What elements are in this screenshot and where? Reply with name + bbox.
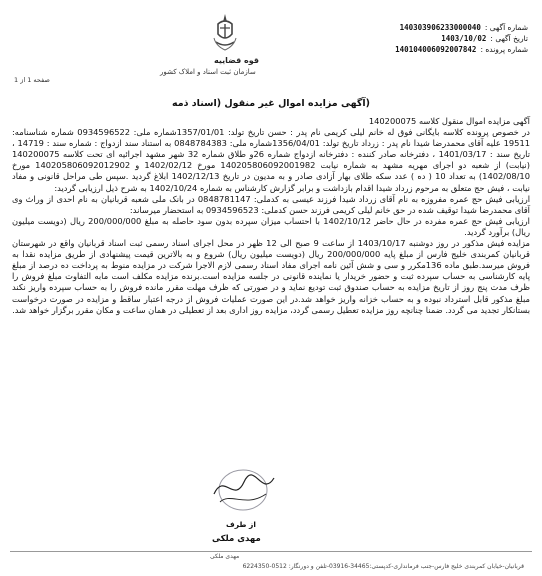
footer-address: قربانیان-خیابان کمربندی خلیج فارس-جنب فرمانداری-کدپستی:34465-03916-تلفن و دورنگار: 0512-6224350 [242, 563, 524, 570]
footer-divider [10, 551, 532, 552]
paragraph: در خصوص پرونده کلاسه بایگانی فوق له خانم لیلی کریمی نام پدر : حسن تاریخ تولد: 1357/01/01شماره ملی: 0934596522 شماره شناسنامه: 19511 علیه آقای محمدرضا شیدا نام پدر : زرداد تاریخ تولد: 1356/04/01شماره ملی: 0848784383 به استناد سند ازدواج : شماره سند : 14719 ، تاریخ سند : 1401/03/17 ، دفترخانه صادر کننده : دفترخانه ازدواج شماره 26و طلاق شماره 32 شهر مشهد اجرائیه ای تحت کلاسه 140200075 (نیابت) از شعبه دو اجرای مهریه مشهد به شماره نیابت 140205806092001982 مورخ 1402/02/12 و 140205806092012902 مورخ 1402/08/10) به تعداد 10 ( ده ) عدد سکه طلای بهار آزادی صادر و به مدیون در تاریخ 1402/12/13 ابلاغ گردید .سپس طی مراحل قانونی و مفاد نیابت ، فیش حج متعلق به مرحوم زرداد شیدا اقدام بازداشت و برابر گزارش کارشناس به شماره 1402/10/24 به شرح ذیل ارزیابی گردید: [12, 127, 531, 193]
official-stamp-icon [206, 464, 280, 514]
notice-title: (آگهی مزایده اموال غیر منقول (اسناد ذمه [171, 98, 370, 109]
file-number: 140104006092007842 [395, 45, 477, 54]
org-name-line1: قوه قضاییه [214, 56, 260, 65]
org-name-line2: سازمان ثبت اسناد و املاک کشور [160, 68, 256, 76]
signature-name: مهدی ملکی [212, 534, 261, 544]
signature-from-label: از طرف [226, 520, 256, 529]
paragraph: ارزیابی فیش حج عمره مفروزه به نام آقای زرداد شیدا فرزند عیسی به کدملی: 0848781147 در بانک ملی شعبه قربانیان به نام احدی از وراث وی آقای محمدرضا شیدا توقیف شده در حق خانم لیلی کریمی فرزند حسن کدملی: 0934596523 به استحضار میرساند: [12, 193, 530, 215]
page-number: صفحه 1 از 1 [14, 76, 50, 84]
notice-body [12, 116, 530, 316]
file-number-row [328, 44, 528, 55]
notice-metadata [328, 22, 528, 55]
footer-signer: مهدی ملکی [210, 553, 240, 560]
ad-date: 1403/10/02 [441, 34, 487, 43]
file-number-label: شماره پرونده : [480, 45, 528, 54]
ad-number-row [328, 22, 528, 33]
ad-number-label: شماره آگهی : [484, 23, 528, 32]
paragraph: ارزیابی فیش حج عمره مفرده در حال حاضر 1402/10/12 با احتساب میزان سپرده بدون سود حاصله به مبلغ 200/000/000 ریال (دویست میلیون ریال) برآورد گردید. [12, 215, 530, 237]
judiciary-emblem-icon [210, 12, 240, 52]
ad-date-label: تاریخ آگهی : [490, 34, 528, 43]
ad-date-row [328, 33, 528, 44]
paragraph: آگهی مزایده اموال منقول کلاسه 140200075 [368, 116, 530, 126]
paragraph: مزایده فیش مذکور در روز دوشنبه 1403/10/17 از ساعت 9 صبح الی 12 ظهر در محل اجرای اسناد رسمی ثبت اسناد قربانیان واقع در شهرستان قربانیان کمربندی خلیج فارس از مبلغ پایه 200/000/000 ریال (دویست میلیون ریال) شروع و به بالاترین قیمت پیشنهادی از طریق مزایده نقدا به فروش میرسد.طبق ماده 136مکرر و سی و شش آئین نامه اجرای مفاد اسناد رسمی لازم الاجرا شرکت در مزایده منوط به پرداخت ده درصد از مبلغ پایه کارشناسی به حساب سپرده ثبت و حضور خریدار یا نماینده قانونی در جلسه مزایده است.برنده مزایده مکلف است مابه التفاوت مبلغ فروش را ظرف مدت پنج روز از تاریخ مزایده به حساب صندوق ثبت تودیع نماید و در صورتی که ظرف مهلت مقرر مانده فروش را به حساب سپرده واریز نکند مبلغ مذکور قابل استرداد نبوده و به حساب خزانه واریز خواهد شد.در این صورت عملیات فروش از درجه اعتبار ساقط و مزایده در صورت درخواست بستانکار تجدید می گردد. ضمنا چنانچه روز مزایده تعطیل رسمی گردد، مزایده روز اداری بعد از تعطیلی در همان ساعت و مکان مقرر برگزار خواهد شد. [12, 238, 530, 315]
ad-number: 140303906233000040 [399, 23, 481, 32]
